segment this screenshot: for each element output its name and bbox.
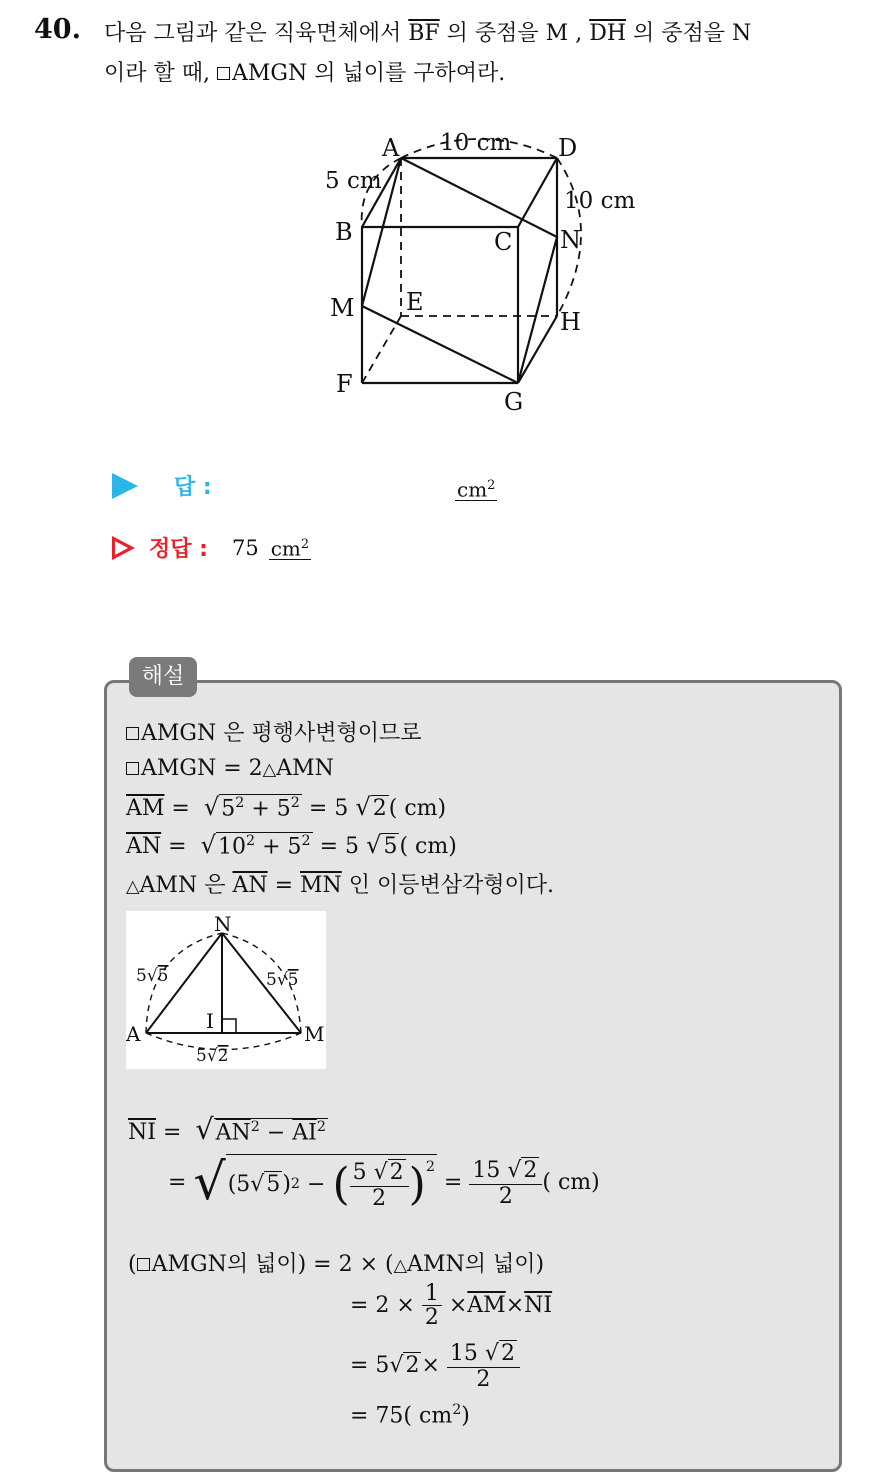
- radical: $10^2 + 5^2$: [217, 832, 311, 859]
- radical: 2: [372, 796, 387, 821]
- term: = 5: [312, 834, 367, 859]
- play-icon: [112, 473, 138, 499]
- solution-text: ×: [421, 1353, 440, 1379]
- segment-am: $\overline{AM}$: [467, 1293, 506, 1319]
- triangle-symbol: △: [126, 877, 140, 897]
- radical: 2: [389, 1160, 404, 1185]
- question-text: AMGN 의 넓이를 구하여라.: [231, 61, 506, 86]
- term: 2: [476, 1367, 491, 1393]
- square-symbol: [217, 67, 230, 80]
- unit-exponent: 2: [452, 1402, 462, 1418]
- answer-label: 답 :: [174, 475, 212, 500]
- answer-unit: [455, 476, 497, 501]
- correct-unit: [269, 535, 311, 560]
- term: 1: [422, 1282, 442, 1306]
- length-bottom: 5: [196, 1046, 207, 1066]
- square-symbol: [126, 762, 139, 775]
- question-text: 다음 그림과 같은 직육면체에서: [104, 21, 409, 46]
- label-b: B: [335, 218, 353, 246]
- label-f: F: [336, 370, 353, 398]
- square-symbol: [126, 727, 139, 740]
- svg-text:5√2: 5√2: [196, 1046, 229, 1066]
- segment-dh: $\overline{DH}$: [589, 21, 627, 46]
- length-right-root: 5: [287, 970, 299, 990]
- radical: 2: [500, 1341, 515, 1366]
- unit-exponent: 2: [487, 478, 496, 493]
- solution-text: = 2 ×: [350, 1293, 415, 1319]
- label-d: D: [558, 134, 578, 162]
- unit-text: ( cm): [542, 1169, 600, 1195]
- label-a: A: [382, 134, 400, 162]
- radical: 5: [266, 1172, 281, 1198]
- radical: 5: [383, 834, 398, 859]
- unit-exponent: 2: [300, 537, 310, 553]
- label-i: I: [206, 1009, 214, 1033]
- term: ): [282, 1171, 291, 1197]
- term: 5: [221, 796, 236, 821]
- term: 2: [498, 1183, 513, 1209]
- solution-text: ): [461, 1403, 470, 1429]
- solution-text: AMGN의 넓이: [151, 1252, 298, 1277]
- term: = 5: [301, 796, 356, 821]
- radical: 2: [523, 1157, 538, 1183]
- fraction: $\frac{15 √2}{2}$: [447, 1340, 520, 1391]
- solution-line-am: $\overline{AM} = √5^2 + 5^2 = 5$ √2( cm): [126, 793, 447, 821]
- label-m: M: [330, 294, 355, 322]
- solution-text: ×: [448, 1293, 468, 1319]
- cuboid-figure: [300, 120, 660, 420]
- segment-am: $\overline{AM}$: [126, 796, 165, 821]
- solution-line-2: [126, 756, 334, 781]
- segment-bf: $\overline{BF}$: [408, 21, 440, 46]
- solution-line-isosceles: [126, 868, 554, 899]
- solution-text: AMGN = 2: [141, 756, 263, 781]
- solution-text: AMN: [276, 756, 334, 781]
- segment-an: AN: [215, 1120, 251, 1145]
- solution-line-ni: $\overline{NI} = √AN^2 - \overline{AI}^2$: [128, 1112, 326, 1146]
- solution-text: 인 이등변삼각형이다.: [341, 873, 555, 898]
- term: 15: [449, 1341, 485, 1366]
- segment-ai: $\overline{AI}$: [292, 1120, 317, 1145]
- label-n: N: [214, 912, 232, 936]
- question-line-1: [104, 16, 751, 47]
- question-text: 의 중점을 N: [626, 21, 752, 46]
- triangle-symbol: △: [393, 1256, 408, 1276]
- correct-value: 75: [231, 535, 259, 560]
- question-number: 40.: [34, 14, 81, 45]
- term: + 5: [255, 834, 302, 859]
- solution-text: AMGN 은 평행사변형이므로: [141, 721, 422, 746]
- correct-label: 정답 :: [149, 537, 208, 562]
- term: (5: [227, 1171, 251, 1197]
- length-left: 5: [136, 966, 147, 986]
- length-left: 5 cm: [325, 168, 382, 194]
- solution-line-an: $\overline{AN} = √10^2 + 5^2 = 5$ √5( cm): [126, 831, 457, 859]
- radical: 2: [405, 1353, 420, 1379]
- term: 5: [352, 1160, 374, 1185]
- unit-text: cm: [457, 477, 488, 502]
- solution-text: = 5: [350, 1353, 390, 1379]
- svg-text:5√5: 5√5: [266, 970, 299, 990]
- length-right: 5: [266, 970, 277, 990]
- segment-ni: $\overline{NI}$: [128, 1120, 156, 1145]
- label-e: E: [406, 288, 424, 316]
- question-text: 의 중점을 M ,: [439, 21, 590, 46]
- radical: $5^2 + 5^2$: [221, 794, 300, 821]
- solution-text: AMN의 넓이): [407, 1252, 545, 1277]
- solution-line-ni-2: = √ (5 √ 5 ) 2 − ( $\frac{5 √2}{2}$ ) 2 = $\frac{15 √2}{2}$ ( cm): [168, 1151, 600, 1212]
- segment-an: $\overline{AN}$: [232, 873, 268, 898]
- play-outline-icon: [112, 536, 135, 560]
- question-line-2: [104, 56, 505, 87]
- radical: $AN^2 - \overline{AI}^2$: [215, 1118, 326, 1145]
- question-text: 이라 할 때,: [104, 61, 217, 86]
- label-g: G: [504, 388, 524, 416]
- fraction: $\frac{5 √2}{2}$: [350, 1159, 409, 1210]
- fraction: [422, 1282, 442, 1329]
- solution-text: AMN 은: [139, 873, 233, 898]
- length-top: 10 cm: [440, 130, 512, 156]
- unit-text: ( cm): [388, 796, 447, 821]
- correct-answer-row: [112, 532, 311, 563]
- answer-row: [112, 470, 212, 501]
- solution-tag: 해설: [129, 657, 197, 697]
- solution-text: = 75( cm: [350, 1403, 453, 1429]
- unit-text: ( cm): [399, 834, 457, 859]
- segment-an: $\overline{AN}$: [126, 834, 162, 859]
- solution-area-line-4: [350, 1402, 470, 1428]
- length-bottom-root: 2: [217, 1046, 229, 1066]
- solution-area-line-2: [350, 1282, 552, 1329]
- segment-ni: $\overline{NI}$: [524, 1293, 553, 1319]
- segment-mn: $\overline{MN}$: [300, 873, 342, 898]
- svg-text:5√5: 5√5: [136, 966, 169, 986]
- term: + 5: [244, 796, 291, 821]
- label-c: C: [494, 228, 513, 256]
- triangle-symbol: △: [262, 760, 277, 780]
- label-m: M: [304, 1022, 325, 1046]
- solution-text: = 2 × (: [313, 1252, 394, 1277]
- label-n: N: [560, 226, 581, 254]
- solution-area-line-1: ( AMGN의 넓이) = 2 × (△AMN의 넓이): [128, 1252, 545, 1277]
- term: 10: [217, 834, 246, 859]
- length-side: 10 cm: [564, 188, 636, 214]
- unit-text: cm: [270, 536, 301, 561]
- length-left-root: 5: [157, 966, 169, 986]
- square-symbol: [137, 1258, 150, 1271]
- triangle-figure: [126, 911, 326, 1069]
- term: 2: [424, 1305, 439, 1331]
- label-h: H: [560, 308, 581, 336]
- term: 15: [472, 1157, 508, 1183]
- label-a: A: [126, 1022, 141, 1046]
- solution-area-line-3: = 5 √ 2 × $\frac{15 √2}{2}$: [350, 1340, 520, 1391]
- solution-text: =: [267, 873, 300, 898]
- solution-text: ×: [505, 1293, 525, 1319]
- solution-line-1: [126, 716, 422, 747]
- term: 2: [372, 1186, 387, 1212]
- fraction: $\frac{15 √2}{2}$: [469, 1157, 542, 1208]
- radical: (5 √ 5 ) 2 − ( $\frac{5 √2}{2}$ ) 2: [226, 1154, 437, 1210]
